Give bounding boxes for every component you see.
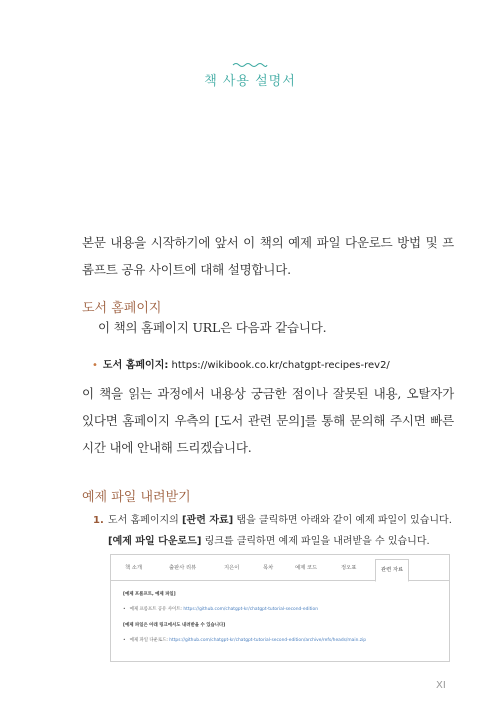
zip-download-link[interactable]: https://github.com/chatgpt-kr/chatgpt-tutorial-second-edition/archive/refs/heads/main.zip [169, 638, 367, 643]
step-number: 1. [93, 515, 104, 526]
inquiry-paragraph: 이 책을 읽는 과정에서 내용상 궁금한 점이나 잘못된 내용, 오탈자가 있다면 홈페이지 우측의 [도서 관련 문의]를 통해 문의해 주시면 빠른 시간 내에 안내해 드리겠습니다. [82, 386, 454, 455]
bullet-dot-icon: • [92, 360, 98, 371]
tab-errata[interactable]: 정오표 [341, 565, 357, 571]
homepage-text: 이 책의 홈페이지 URL은 다음과 같습니다. [98, 320, 327, 335]
page-number: XI [436, 680, 446, 691]
homepage-url-link[interactable]: https://wikibook.co.kr/chatgpt-recipes-rev2/ [171, 360, 390, 371]
tab-example-code[interactable]: 예제 코드 [295, 565, 318, 571]
list-dot-icon: • [123, 638, 126, 643]
tab-related-materials[interactable]: 관련 자료 [375, 559, 409, 582]
tab-book-intro[interactable]: 책 소개 [125, 565, 143, 571]
download-step-1 [93, 510, 455, 552]
list-dot-icon: • [123, 607, 126, 612]
bullet-label: 도서 홈페이지: [102, 360, 169, 371]
chapter-title: 책 사용 설명서 [204, 74, 296, 89]
prompt-share-link[interactable]: https://github.com/chatgpt-kr/chatgpt-tutorial-second-edition [183, 607, 318, 612]
section2-item: • 예제 파일 다운로드: https://github.com/chatgpt-kr/chatgpt-tutorial-second-edition/archive/refs/heads/main.zip [123, 638, 367, 643]
tab-publisher-review[interactable]: 출판사 리뷰 [169, 565, 197, 571]
related-tab-ref: [관련 자료] [181, 515, 234, 526]
homepage-bullet [92, 356, 390, 371]
section1-title: [예제 프롬프트, 예제 파일] [123, 592, 176, 597]
decorative-squiggle-icon [232, 61, 268, 69]
section2-title: [예제 파일은 아래 링크에서도 내려받을 수 있습니다] [123, 623, 226, 628]
section1-item: • 예제 프롬프트 공유 사이트: https://github.com/chatgpt-kr/chatgpt-tutorial-second-edition [123, 607, 318, 612]
screenshot-tab-bar [111, 555, 449, 581]
download-heading: 예제 파일 내려받기 [82, 490, 191, 505]
intro-paragraph: 본문 내용을 시작하기에 앞서 이 책의 예제 파일 다운로드 방법 및 프롬프트 공유 사이트에 대해 설명합니다. [82, 235, 454, 277]
tab-author[interactable]: 지은이 [224, 565, 240, 571]
tab-toc[interactable]: 목차 [263, 565, 274, 571]
step-text: 도서 홈페이지의 [관련 자료] 탭을 클릭하면 아래와 같이 예제 파일이 있습니다. [예제 파일 다운로드] 링크를 클릭하면 예제 파일을 내려받을 수 있습니다. [108, 515, 452, 547]
embedded-screenshot [110, 554, 450, 662]
download-link-ref: [예제 파일 다운로드] [108, 536, 202, 547]
homepage-heading: 도서 홈페이지 [82, 301, 162, 316]
